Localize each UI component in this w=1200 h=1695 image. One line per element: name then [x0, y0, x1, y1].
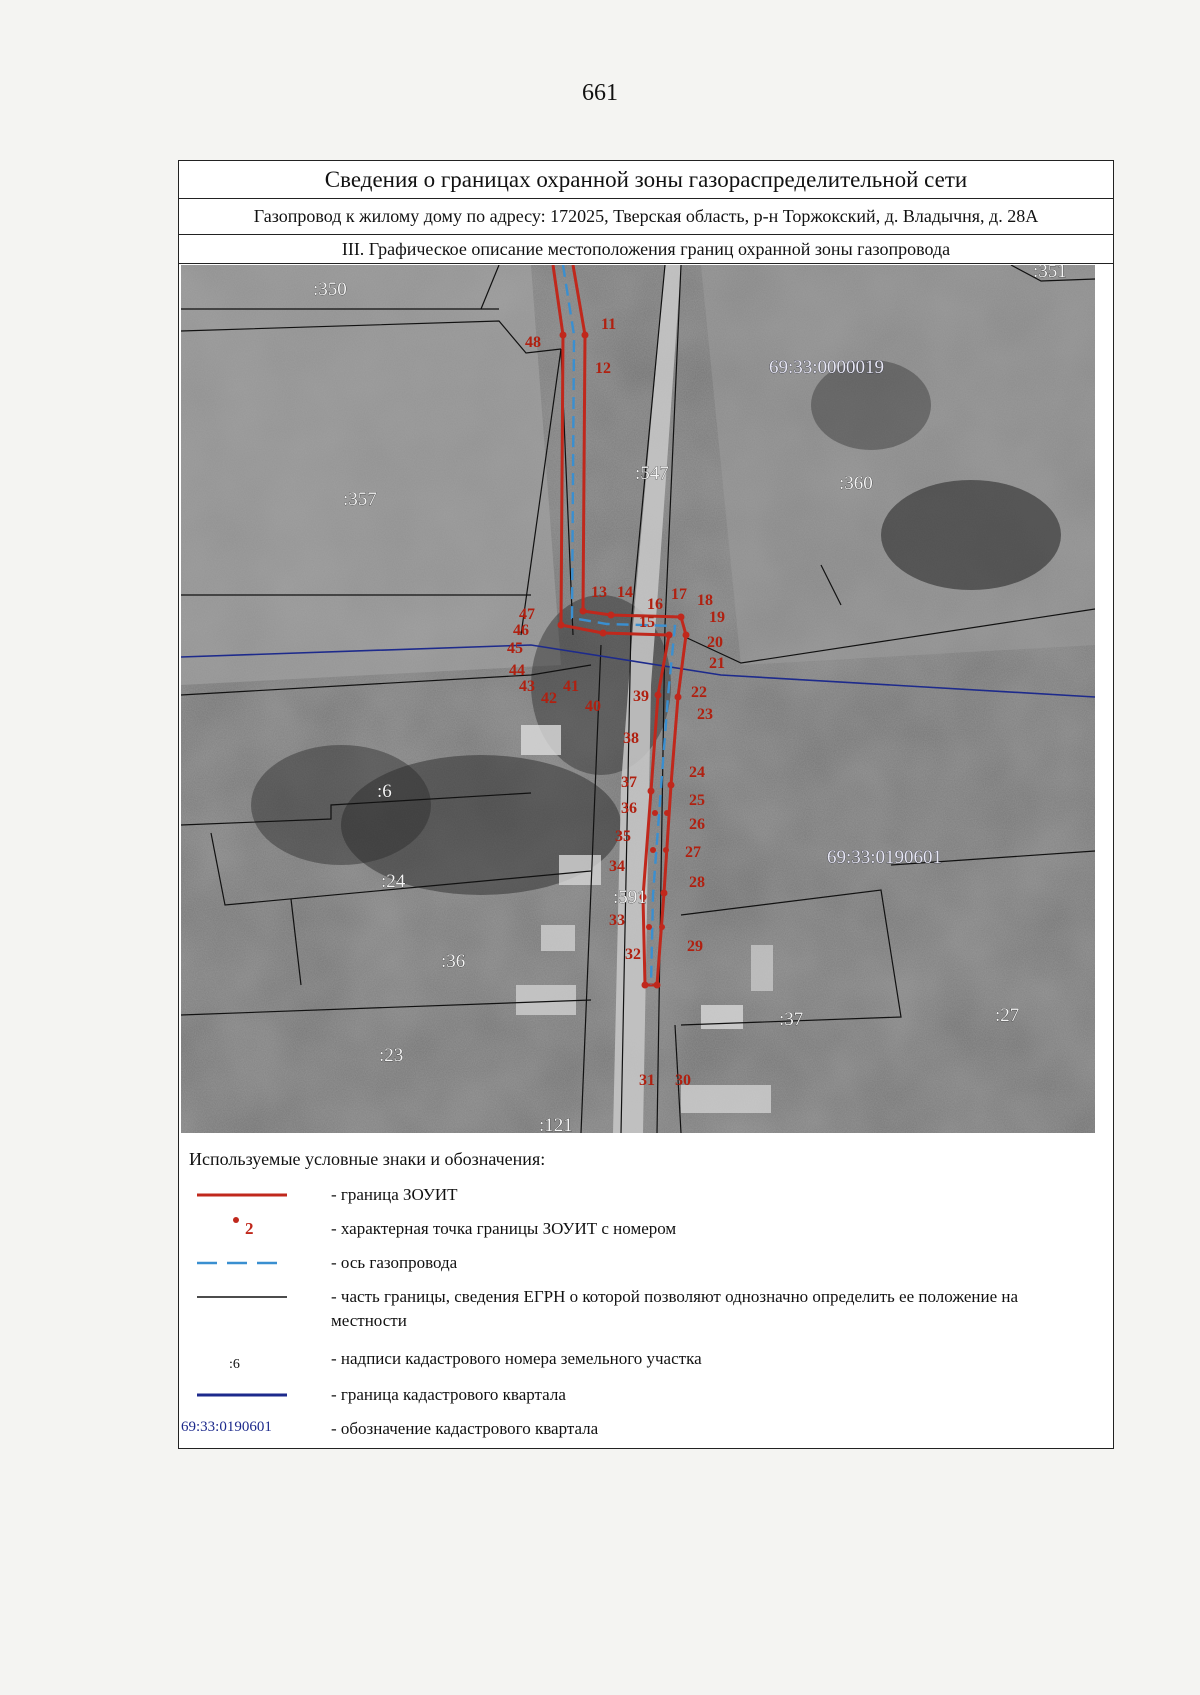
point-label: 33	[609, 912, 625, 929]
quarter-label-symbol	[181, 1417, 301, 1441]
quarter-label: 69:33:0190601	[827, 847, 943, 868]
parcel-label: :37	[779, 1009, 804, 1030]
point-label: 19	[709, 609, 725, 626]
point-label: 38	[623, 730, 639, 747]
point-label: 45	[507, 640, 523, 657]
building	[681, 1085, 771, 1113]
parcel-label: :591	[613, 887, 647, 908]
parcel-label: :23	[379, 1045, 404, 1066]
section-heading: III. Графическое описание местоположения границ охранной зоны газопровода	[179, 235, 1113, 264]
point-label: 36	[621, 800, 637, 817]
parcel-label: :121	[539, 1115, 573, 1133]
point-label: 25	[689, 792, 705, 809]
building	[751, 945, 773, 991]
point-label: 28	[689, 874, 705, 891]
parcel-label: :547	[635, 463, 669, 484]
point-label: 23	[697, 706, 713, 723]
field-area	[701, 265, 1095, 665]
point-label: 16	[647, 596, 663, 613]
point-label: 22	[691, 684, 707, 701]
point-label: 41	[563, 678, 579, 695]
point-label: 46	[513, 622, 529, 639]
black-line-symbol	[197, 1285, 287, 1309]
point-label: 20	[707, 634, 723, 651]
point-label: 26	[689, 816, 705, 833]
field-area	[181, 265, 561, 685]
point-label: 15	[639, 614, 655, 631]
page-number: 661	[582, 80, 618, 106]
sample-point-number: 2	[245, 1219, 254, 1238]
point-label: 42	[541, 690, 557, 707]
dot-icon	[233, 1217, 239, 1223]
point-label: 12	[595, 360, 611, 377]
point-label: 37	[621, 774, 637, 791]
point-label: 13	[591, 584, 607, 601]
parcel-label-symbol	[197, 1347, 287, 1371]
point-label: 27	[685, 844, 701, 861]
point-label: 47	[519, 606, 535, 623]
aerial-map	[181, 265, 1095, 1133]
point-label: 35	[615, 828, 631, 845]
legend-text: - надписи кадастрового номера земельного участка	[331, 1349, 702, 1368]
sample-quarter-label: 69:33:0190601	[181, 1419, 272, 1435]
building	[701, 1005, 743, 1029]
document-frame	[178, 160, 1114, 1449]
parcel-label: :357	[343, 489, 377, 510]
building	[516, 985, 576, 1015]
parcel-label: :36	[441, 951, 466, 972]
building	[541, 925, 575, 951]
parcel-label: :6	[377, 781, 392, 802]
parcel-label: :24	[381, 871, 406, 892]
document-subtitle: Газопровод к жилому дому по адресу: 172025, Тверская область, р-н Торжокский, д. Владычня, д. 28А	[179, 199, 1113, 235]
parcel-label: :27	[995, 1005, 1020, 1026]
point-label: 32	[625, 946, 641, 963]
point-label: 30	[675, 1072, 691, 1089]
legend-text: - характерная точка границы ЗОУИТ с номером	[331, 1219, 677, 1238]
point-label: 44	[509, 662, 525, 679]
point-label: 24	[689, 764, 705, 781]
parcel-label: :360	[839, 473, 873, 494]
legend-title: Используемые условные знаки и обозначения:	[189, 1149, 546, 1169]
legend-text: - граница ЗОУИТ	[331, 1185, 458, 1204]
legend-text: - граница кадастрового квартала	[331, 1385, 566, 1404]
parcel-label: :351	[1033, 265, 1067, 282]
point-label: 43	[519, 678, 535, 695]
sample-parcel-label: :6	[229, 1357, 240, 1372]
document-title: Сведения о границах охранной зоны газораспределительной сети	[179, 161, 1113, 199]
point-label: 39	[633, 688, 649, 705]
quarter-label: 69:33:0000019	[769, 357, 885, 378]
blue-dash-symbol	[197, 1251, 287, 1275]
point-label: 14	[617, 584, 633, 601]
point-label: 48	[525, 334, 541, 351]
legend-text: - часть границы, сведения ЕГРН о которой позволяют однозначно определить ее положение на местности	[331, 1287, 1019, 1330]
point-label: 29	[687, 938, 703, 955]
point-label: 31	[639, 1072, 655, 1089]
point-label: 34	[609, 858, 625, 875]
point-label: 17	[671, 586, 687, 603]
point-label: 11	[601, 316, 617, 333]
point-label: 21	[709, 655, 725, 672]
building	[559, 855, 601, 885]
navy-line-symbol	[197, 1383, 287, 1407]
building	[521, 725, 561, 755]
parcel-label: :350	[313, 279, 347, 300]
trees	[881, 480, 1061, 590]
point-label: 18	[697, 592, 713, 609]
red-point-symbol	[197, 1217, 287, 1241]
legend-text: - ось газопровода	[331, 1253, 458, 1272]
point-label: 40	[585, 698, 601, 715]
map-canvas	[181, 265, 1095, 1133]
red-line-symbol	[197, 1183, 287, 1207]
legend-text: - обозначение кадастрового квартала	[331, 1419, 599, 1438]
